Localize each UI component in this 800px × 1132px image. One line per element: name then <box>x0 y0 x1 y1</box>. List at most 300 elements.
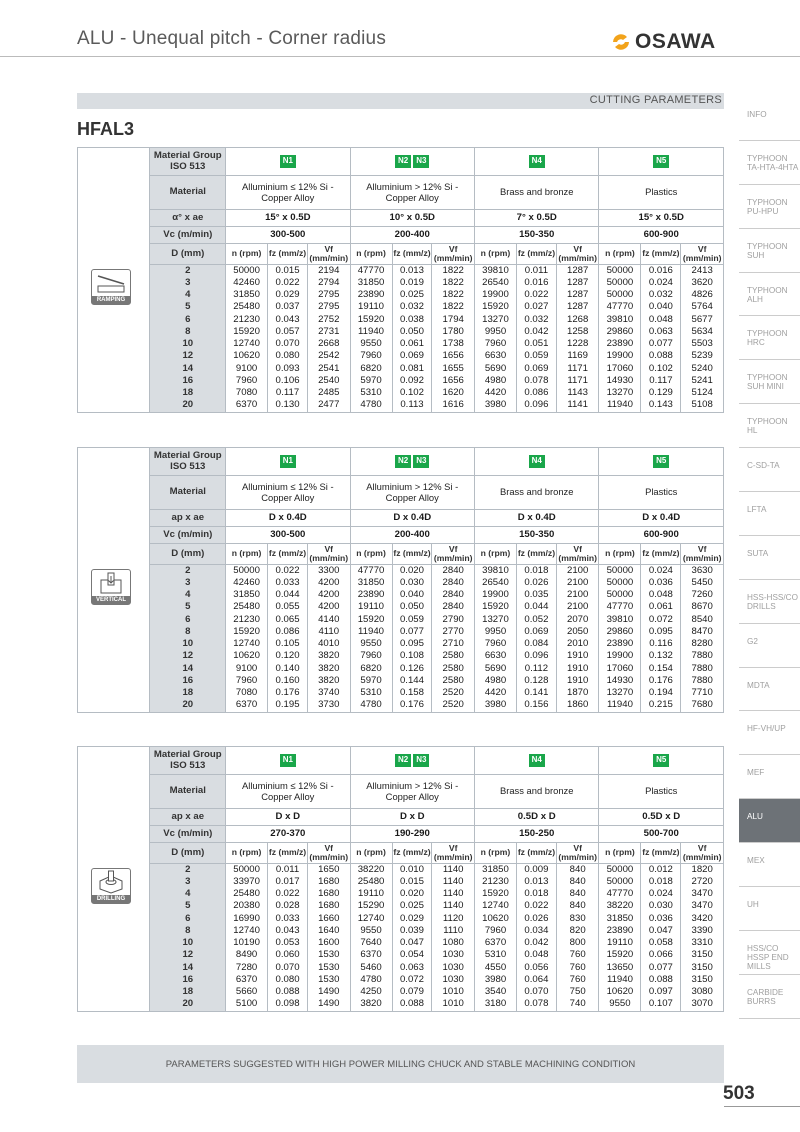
spindle-speed-header: n (rpm) <box>350 244 392 265</box>
side-nav-item[interactable]: TYPHOON TA-HTA-4HTA <box>739 141 800 185</box>
vf-value: 740 <box>556 999 599 1011</box>
vf-value: 2840 <box>432 589 475 601</box>
vf-value: 1490 <box>307 999 350 1011</box>
n-value: 19110 <box>350 301 392 313</box>
side-nav-item[interactable]: UH <box>739 887 800 931</box>
page-title: ALU - Unequal pitch - Corner radius <box>77 28 387 49</box>
fz-value: 0.096 <box>516 400 556 412</box>
vf-value: 1287 <box>556 265 599 277</box>
n-value: 19110 <box>350 888 392 900</box>
n-value: 29860 <box>599 626 641 638</box>
vf-value: 3470 <box>681 888 724 900</box>
material-name: Plastics <box>599 775 724 809</box>
diameter-value: 20 <box>150 400 226 412</box>
vf-value: 1870 <box>556 687 599 699</box>
vf-value: 1600 <box>307 937 350 949</box>
n-value: 33970 <box>226 876 268 888</box>
n-value: 5310 <box>474 950 516 962</box>
vf-value: 3310 <box>681 937 724 949</box>
table-row <box>78 387 724 399</box>
n-value: 4420 <box>474 387 516 399</box>
n-value: 7960 <box>226 375 268 387</box>
vf-value: 8670 <box>681 601 724 613</box>
vf-value: 3730 <box>307 700 350 712</box>
fz-value: 0.030 <box>641 900 681 912</box>
table-row <box>78 999 724 1011</box>
n-value: 15920 <box>599 950 641 962</box>
fz-value: 0.026 <box>516 577 556 589</box>
fz-value: 0.117 <box>641 375 681 387</box>
fz-value: 0.043 <box>268 314 308 326</box>
n-value: 5310 <box>350 387 392 399</box>
feed-per-tooth-header: fz (mm/z) <box>641 843 681 864</box>
fz-value: 0.040 <box>392 589 432 601</box>
vf-value: 7880 <box>681 651 724 663</box>
cutting-depth-value: 15° x 0.5D <box>599 210 724 227</box>
n-value: 19900 <box>599 351 641 363</box>
fz-value: 0.194 <box>641 687 681 699</box>
vf-value: 1030 <box>432 950 475 962</box>
osawa-logo-icon <box>610 31 632 53</box>
fz-value: 0.078 <box>516 999 556 1011</box>
fz-value: 0.092 <box>392 375 432 387</box>
fz-value: 0.064 <box>516 974 556 986</box>
n-value: 6370 <box>226 974 268 986</box>
n-value: 26540 <box>474 277 516 289</box>
side-nav-item[interactable]: TYPHOON SUH MINI <box>739 360 800 404</box>
table-row <box>78 326 724 338</box>
table-row <box>78 565 724 577</box>
n-value: 9950 <box>474 626 516 638</box>
diameter-value: 4 <box>150 289 226 301</box>
vf-value: 1110 <box>432 925 475 937</box>
page-number-underline <box>724 1106 800 1107</box>
table-row <box>78 937 724 949</box>
fz-value: 0.013 <box>516 876 556 888</box>
fz-value: 0.018 <box>516 888 556 900</box>
fz-value: 0.102 <box>392 387 432 399</box>
vf-value: 2795 <box>307 289 350 301</box>
diameter-header: D (mm) <box>150 544 226 565</box>
side-nav-item[interactable]: MEX <box>739 843 800 887</box>
vf-value: 1680 <box>307 876 350 888</box>
fz-value: 0.070 <box>268 338 308 350</box>
table-row <box>78 338 724 350</box>
iso-group-cell <box>599 148 724 176</box>
diameter-value: 2 <box>150 565 226 577</box>
vf-value: 1660 <box>307 913 350 925</box>
cutting-depth-value: D x 0.4D <box>350 510 474 527</box>
vf-value: 2770 <box>432 626 475 638</box>
feed-per-tooth-header: fz (mm/z) <box>268 544 308 565</box>
table-row <box>78 651 724 663</box>
n-value: 50000 <box>599 277 641 289</box>
brand-name: OSAWA <box>635 30 716 53</box>
cutting-speed-range: 150-250 <box>474 826 598 843</box>
vc-label: Vc (m/min) <box>150 826 226 843</box>
fz-value: 0.055 <box>268 601 308 613</box>
vf-value: 7680 <box>681 700 724 712</box>
fz-value: 0.063 <box>641 326 681 338</box>
vf-value: 1656 <box>432 351 475 363</box>
table-row <box>78 289 724 301</box>
vf-value: 5124 <box>681 387 724 399</box>
iso-group-cell <box>474 148 598 176</box>
table-row <box>78 974 724 986</box>
n-value: 11940 <box>350 626 392 638</box>
diameter-value: 10 <box>150 338 226 350</box>
iso-group-cell <box>226 747 350 775</box>
side-nav-item[interactable]: HF-VH/UP <box>739 711 800 755</box>
feed-rate-header: Vf (mm/min) <box>558 842 597 862</box>
feed-per-tooth-header: fz (mm/z) <box>392 244 432 265</box>
diameter-value: 18 <box>150 986 226 998</box>
iso-group-badge: N2 <box>395 455 411 468</box>
fz-value: 0.095 <box>641 626 681 638</box>
n-value: 39810 <box>599 314 641 326</box>
n-value: 31850 <box>599 913 641 925</box>
n-value: 19900 <box>474 289 516 301</box>
fz-value: 0.070 <box>516 986 556 998</box>
spindle-speed-header: n (rpm) <box>226 843 268 864</box>
feed-rate-header: Vf (mm/min) <box>433 243 473 263</box>
fz-value: 0.054 <box>392 950 432 962</box>
vf-value: 1780 <box>432 326 475 338</box>
fz-value: 0.037 <box>268 301 308 313</box>
table-row <box>78 375 724 387</box>
fz-value: 0.044 <box>516 601 556 613</box>
fz-value: 0.176 <box>392 700 432 712</box>
iso-group-badge: N4 <box>529 455 545 468</box>
vf-value: 5240 <box>681 363 724 375</box>
vf-value: 1620 <box>432 387 475 399</box>
fz-value: 0.024 <box>641 888 681 900</box>
fz-value: 0.061 <box>392 338 432 350</box>
table-row <box>78 277 724 289</box>
fz-value: 0.088 <box>268 986 308 998</box>
vf-value: 1530 <box>307 950 350 962</box>
fz-value: 0.022 <box>516 900 556 912</box>
fz-value: 0.016 <box>641 265 681 277</box>
diameter-value: 5 <box>150 301 226 313</box>
diameter-value: 5 <box>150 900 226 912</box>
side-nav-item[interactable]: INFO <box>739 97 800 141</box>
cutting-depth-value: 0.5D x D <box>599 809 724 826</box>
diameter-header: D (mm) <box>150 244 226 265</box>
diameter-value: 8 <box>150 925 226 937</box>
vf-value: 1010 <box>432 986 475 998</box>
fz-value: 0.024 <box>641 277 681 289</box>
feed-per-tooth-header: fz (mm/z) <box>516 244 556 265</box>
n-value: 10620 <box>474 913 516 925</box>
vf-value: 1268 <box>556 314 599 326</box>
brand-logo <box>610 30 716 54</box>
section-bar <box>77 93 724 109</box>
n-value: 50000 <box>599 577 641 589</box>
diameter-value: 14 <box>150 363 226 375</box>
cutting-speed-range: 300-500 <box>226 527 350 544</box>
vf-value: 3150 <box>681 974 724 986</box>
vf-value: 2541 <box>307 363 350 375</box>
fz-value: 0.077 <box>641 338 681 350</box>
iso-group-badge: N3 <box>413 754 429 767</box>
n-value: 7280 <box>226 962 268 974</box>
fz-value: 0.088 <box>392 999 432 1011</box>
feed-per-tooth-header: fz (mm/z) <box>641 244 681 265</box>
vf-value: 8540 <box>681 614 724 626</box>
spindle-speed-header: n (rpm) <box>599 843 641 864</box>
material-label: Material <box>150 775 226 809</box>
fz-value: 0.060 <box>268 950 308 962</box>
side-nav <box>739 97 800 1019</box>
n-value: 21230 <box>474 876 516 888</box>
vf-value: 2668 <box>307 338 350 350</box>
feed-per-tooth-header: fz (mm/z) <box>392 843 432 864</box>
n-value: 42460 <box>226 277 268 289</box>
fz-value: 0.047 <box>392 937 432 949</box>
vf-value: 840 <box>556 864 599 876</box>
fz-value: 0.102 <box>641 363 681 375</box>
table-row <box>78 900 724 912</box>
n-value: 3980 <box>474 700 516 712</box>
n-value: 3820 <box>350 999 392 1011</box>
vf-value: 1680 <box>307 900 350 912</box>
iso-group-badge: N4 <box>529 754 545 767</box>
side-nav-item[interactable]: ALU <box>739 799 800 843</box>
fz-value: 0.215 <box>641 700 681 712</box>
cutting-depth-value: 0.5D x D <box>474 809 598 826</box>
vf-value: 1120 <box>432 913 475 925</box>
table-row <box>78 638 724 650</box>
vf-value: 2542 <box>307 351 350 363</box>
fz-value: 0.088 <box>641 974 681 986</box>
cutting-depth-value: 10° x 0.5D <box>350 210 474 227</box>
n-value: 14930 <box>599 375 641 387</box>
fz-value: 0.027 <box>516 301 556 313</box>
fz-value: 0.016 <box>516 277 556 289</box>
fz-value: 0.069 <box>516 626 556 638</box>
spindle-speed-header: n (rpm) <box>599 544 641 565</box>
n-value: 50000 <box>599 265 641 277</box>
side-nav-item[interactable]: HSS/CO HSSP END MILLS <box>739 931 800 975</box>
vf-value: 1030 <box>432 974 475 986</box>
vf-value: 2580 <box>432 651 475 663</box>
iso-group-badge: N2 <box>395 754 411 767</box>
side-nav-item[interactable]: MEF <box>739 755 800 799</box>
vf-value: 1656 <box>432 375 475 387</box>
iso-group-badge: N3 <box>413 455 429 468</box>
vf-value: 1530 <box>307 974 350 986</box>
vf-value: 4200 <box>307 601 350 613</box>
vf-value: 5764 <box>681 301 724 313</box>
table-row <box>78 700 724 712</box>
fz-value: 0.019 <box>392 277 432 289</box>
table-row <box>78 351 724 363</box>
side-nav-item[interactable]: TYPHOON HL <box>739 404 800 448</box>
table-row <box>78 626 724 638</box>
fz-value: 0.048 <box>516 950 556 962</box>
n-value: 15920 <box>474 301 516 313</box>
fz-value: 0.160 <box>268 675 308 687</box>
vf-value: 3150 <box>681 950 724 962</box>
n-value: 10620 <box>599 986 641 998</box>
side-nav-item[interactable]: LFTA <box>739 492 800 536</box>
side-nav-item[interactable]: TYPHOON SUH <box>739 229 800 273</box>
vf-value: 760 <box>556 950 599 962</box>
table-row <box>78 687 724 699</box>
diameter-value: 16 <box>150 375 226 387</box>
diameter-value: 8 <box>150 326 226 338</box>
fz-value: 0.030 <box>392 577 432 589</box>
iso-group-badge: N5 <box>653 455 669 468</box>
n-value: 6370 <box>350 950 392 962</box>
n-value: 9100 <box>226 663 268 675</box>
n-value: 7640 <box>350 937 392 949</box>
side-nav-item[interactable]: SUTA <box>739 536 800 580</box>
vf-value: 2795 <box>307 301 350 313</box>
side-nav-item[interactable]: HSS-HSS/CO DRILLS <box>739 580 800 624</box>
vf-value: 1080 <box>432 937 475 949</box>
table-row <box>78 962 724 974</box>
diameter-value: 2 <box>150 864 226 876</box>
feed-rate-header: Vf (mm/min) <box>433 543 473 563</box>
fz-value: 0.036 <box>641 577 681 589</box>
vf-value: 2752 <box>307 314 350 326</box>
n-value: 19900 <box>474 589 516 601</box>
side-nav-item[interactable]: TYPHOON HRC <box>739 316 800 360</box>
n-value: 13270 <box>599 387 641 399</box>
fz-value: 0.077 <box>641 962 681 974</box>
diameter-value: 12 <box>150 651 226 663</box>
feed-rate-header: Vf (mm/min) <box>682 543 722 563</box>
iso-group-badge: N1 <box>280 155 296 168</box>
vf-value: 2840 <box>432 565 475 577</box>
feed-per-tooth-header: fz (mm/z) <box>268 244 308 265</box>
fz-value: 0.120 <box>268 651 308 663</box>
n-value: 39810 <box>474 565 516 577</box>
vf-value: 2100 <box>556 601 599 613</box>
cutting-speed-range: 200-400 <box>350 527 474 544</box>
diameter-value: 12 <box>150 950 226 962</box>
vf-value: 4110 <box>307 626 350 638</box>
feed-rate-header: Vf (mm/min) <box>309 243 349 263</box>
table-row <box>78 663 724 675</box>
side-nav-item[interactable]: TYPHOON ALH <box>739 273 800 317</box>
iso-group-cell <box>599 448 724 476</box>
vf-value: 1287 <box>556 289 599 301</box>
fz-value: 0.011 <box>268 864 308 876</box>
side-nav-item[interactable]: TYPHOON PU-HPU <box>739 185 800 229</box>
material-name: Brass and bronze <box>474 176 598 210</box>
fz-value: 0.097 <box>641 986 681 998</box>
fz-value: 0.079 <box>392 986 432 998</box>
cutting-speed-range: 270-370 <box>226 826 350 843</box>
material-name: Alluminium ≤ 12% Si - Copper Alloy <box>226 476 350 510</box>
side-nav-item[interactable]: C-SD-TA <box>739 448 800 492</box>
fz-value: 0.070 <box>268 962 308 974</box>
vf-value: 1140 <box>432 888 475 900</box>
vf-value: 1738 <box>432 338 475 350</box>
vf-value: 4200 <box>307 589 350 601</box>
fz-value: 0.044 <box>268 589 308 601</box>
table-row <box>78 614 724 626</box>
vf-value: 1530 <box>307 962 350 974</box>
vf-value: 2050 <box>556 626 599 638</box>
n-value: 6820 <box>350 663 392 675</box>
n-value: 23890 <box>350 589 392 601</box>
side-nav-item[interactable]: CARBIDE BURRS <box>739 975 800 1019</box>
feed-rate-header: Vf (mm/min) <box>682 243 722 263</box>
fz-value: 0.012 <box>641 864 681 876</box>
vf-value: 1910 <box>556 651 599 663</box>
n-value: 13270 <box>474 614 516 626</box>
n-value: 25480 <box>350 876 392 888</box>
side-nav-item[interactable]: G2 <box>739 624 800 668</box>
vf-value: 1822 <box>432 301 475 313</box>
fz-value: 0.034 <box>516 925 556 937</box>
fz-value: 0.028 <box>268 900 308 912</box>
ramping-icon <box>91 269 131 305</box>
n-value: 47770 <box>599 888 641 900</box>
fz-value: 0.107 <box>641 999 681 1011</box>
side-nav-item[interactable]: MDTA <box>739 668 800 712</box>
fz-value: 0.032 <box>516 314 556 326</box>
n-value: 47770 <box>599 601 641 613</box>
n-value: 21230 <box>226 614 268 626</box>
fz-value: 0.038 <box>392 314 432 326</box>
vf-value: 1616 <box>432 400 475 412</box>
vf-value: 8280 <box>681 638 724 650</box>
feed-rate-header: Vf (mm/min) <box>309 842 349 862</box>
vf-value: 1820 <box>681 864 724 876</box>
fz-value: 0.051 <box>516 338 556 350</box>
section-label: CUTTING PARAMETERS <box>589 94 722 106</box>
n-value: 19900 <box>599 651 641 663</box>
table-row <box>78 864 724 876</box>
fz-value: 0.078 <box>516 375 556 387</box>
cutting-table-drilling <box>77 746 724 1012</box>
operation-label: RAMPING <box>92 296 130 304</box>
vf-value: 5503 <box>681 338 724 350</box>
diameter-value: 5 <box>150 601 226 613</box>
n-value: 5690 <box>474 663 516 675</box>
vf-value: 1287 <box>556 301 599 313</box>
fz-value: 0.010 <box>392 864 432 876</box>
fz-value: 0.072 <box>392 974 432 986</box>
n-value: 9550 <box>350 338 392 350</box>
iso-group-cell <box>350 747 474 775</box>
fz-value: 0.039 <box>392 925 432 937</box>
n-value: 42460 <box>226 577 268 589</box>
n-value: 3540 <box>474 986 516 998</box>
fz-value: 0.176 <box>268 687 308 699</box>
fz-value: 0.059 <box>516 351 556 363</box>
fz-value: 0.018 <box>641 876 681 888</box>
n-value: 31850 <box>350 277 392 289</box>
material-name: Alluminium > 12% Si - Copper Alloy <box>350 775 474 809</box>
fz-value: 0.080 <box>268 974 308 986</box>
n-value: 31850 <box>474 864 516 876</box>
diameter-value: 3 <box>150 277 226 289</box>
drilling-icon <box>91 868 131 904</box>
fz-value: 0.059 <box>392 614 432 626</box>
fz-value: 0.116 <box>641 638 681 650</box>
table-row <box>78 925 724 937</box>
fz-value: 0.069 <box>392 351 432 363</box>
n-value: 23890 <box>599 638 641 650</box>
n-value: 4780 <box>350 974 392 986</box>
vf-value: 5450 <box>681 577 724 589</box>
